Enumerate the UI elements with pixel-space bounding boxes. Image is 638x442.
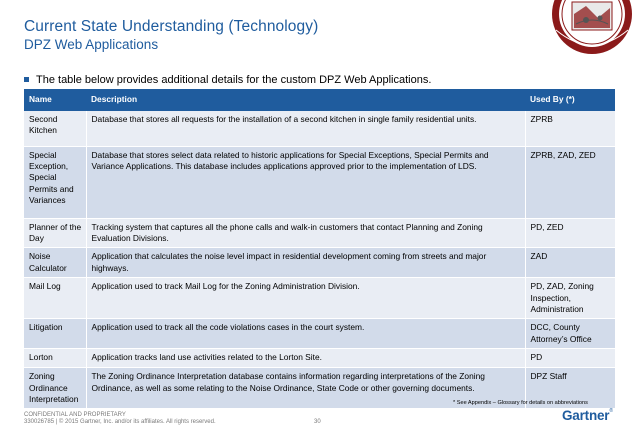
square-bullet-icon (24, 77, 29, 82)
table-row (24, 218, 615, 248)
table-row (24, 278, 615, 319)
county-seal-icon (546, 0, 638, 58)
cell-name: Noise Calculator (24, 248, 86, 278)
header-name: Name (24, 89, 86, 111)
cell-description: Application used to track Mail Log for the Zoning Administration Division. (86, 278, 525, 319)
cell-name: Zoning Ordinance Interpretation (24, 368, 86, 409)
cell-description: Database that stores select data related to historic applications for Special Exceptions, Special Permits and Variance Applications. This database includes applications approved prior to the implementation of LDS. (86, 146, 525, 218)
table-row (24, 319, 615, 349)
cell-used-by: ZPRB (525, 111, 615, 146)
table-row (24, 248, 615, 278)
cell-description: Application that calculates the noise level impact in residential development coming from streets and major highways. (86, 248, 525, 278)
page-title: Current State Understanding (Technology) (24, 18, 319, 35)
table-header-row (24, 89, 615, 111)
table-row (24, 111, 615, 146)
cell-description: Database that stores all requests for the installation of a second kitchen in single family residential units. (86, 111, 525, 146)
intro-bullet (24, 74, 431, 86)
cell-used-by: DCC, County Attorney’s Office (525, 319, 615, 349)
registered-mark: ® (609, 408, 613, 414)
intro-text: The table below provides additional details for the custom DPZ Web Applications. (36, 74, 432, 86)
cell-used-by: ZAD (525, 248, 615, 278)
cell-used-by: PD (525, 349, 615, 368)
web-applications-table (24, 89, 615, 409)
footnote: * See Appendix – Glossary for details on abbreviations (453, 400, 588, 406)
cell-name: Litigation (24, 319, 86, 349)
logo-text: Gartner (562, 408, 610, 423)
table-row (24, 349, 615, 368)
confidential-label: CONFIDENTIAL AND PROPRIETARY (24, 412, 126, 418)
cell-description: Application tracks land use activities related to the Lorton Site. (86, 349, 525, 368)
copyright-text: 330026785 | © 2015 Gartner, Inc. and/or its affiliates. All rights reserved. (24, 419, 216, 425)
page-subtitle: DPZ Web Applications (24, 37, 159, 52)
cell-name: Second Kitchen (24, 111, 86, 146)
header-description: Description (86, 89, 525, 111)
header-used-by: Used By (*) (525, 89, 615, 111)
cell-used-by: DPZ Staff (525, 368, 615, 409)
cell-used-by: ZPRB, ZAD, ZED (525, 146, 615, 218)
cell-used-by: PD, ZED (525, 218, 615, 248)
cell-used-by: PD, ZAD, Zoning Inspection, Administration (525, 278, 615, 319)
cell-name: Planner of the Day (24, 218, 86, 248)
cell-description: Application used to track all the code violations cases in the court system. (86, 319, 525, 349)
cell-description: The Zoning Ordinance Interpretation database contains information regarding interpretations of the Zoning Ordinance, as well as some relating to the Noise Ordinance, State Code or other governing documents. (86, 368, 525, 409)
gartner-logo (562, 408, 613, 423)
cell-name: Lorton (24, 349, 86, 368)
cell-description: Tracking system that captures all the phone calls and walk-in customers that contact Planning and Zoning Evaluation Divisions. (86, 218, 525, 248)
table-row (24, 146, 615, 218)
page-number: 30 (314, 419, 321, 425)
cell-name: Mail Log (24, 278, 86, 319)
cell-name: Special Exception, Special Permits and Variances (24, 146, 86, 218)
